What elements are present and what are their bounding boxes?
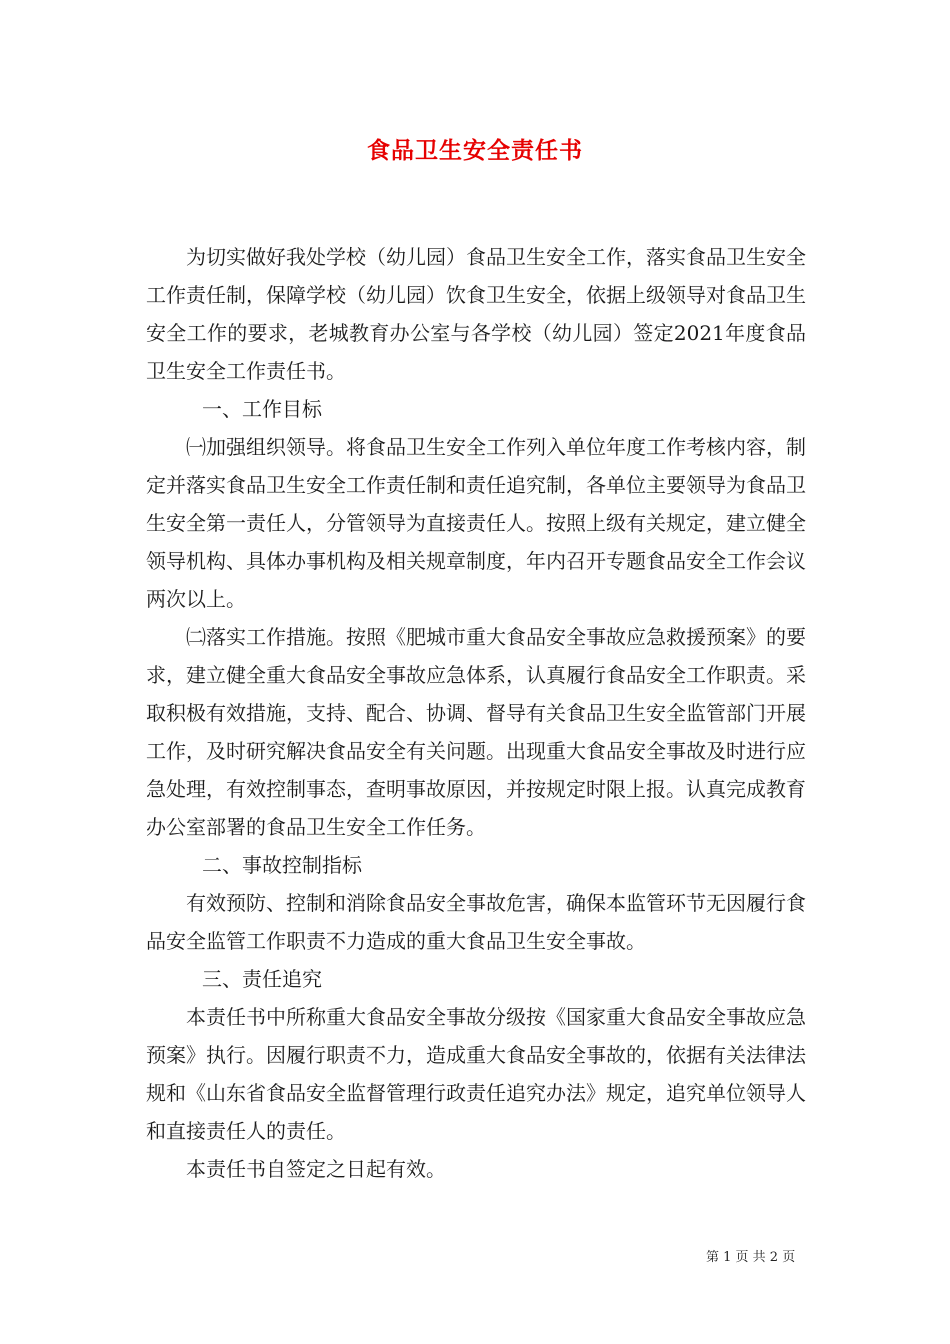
document-title: 食品卫生安全责任书 [367, 137, 583, 164]
section-heading-accident-control: 二、事故控制指标 [202, 853, 362, 877]
section-heading-work-goals: 一、工作目标 [202, 397, 322, 421]
page-number: 第 1 页 共 2 页 [706, 1250, 796, 1265]
paragraph-accountability: 本责任书中所称重大食品安全事故分级按《国家重大食品安全事故应急预案》执行。因履行职责不力，造成重大食品安全事故的，依据有关法律法规和《山东省食品安全监督管理行政责任追究办法》规定，追究单位领导人和直接责任人的责任。 [146, 1005, 806, 1143]
paragraph-organization-leadership: ㈠加强组织领导。将食品卫生安全工作列入单位年度工作考核内容，制定并落实食品卫生安全工作责任制和责任追究制，各单位主要领导为食品卫生安全第一责任人，分管领导为直接责任人。按照上级有关规定，建立健全领导机构、具体办事机构及相关规章制度，年内召开专题食品安全工作会议两次以上。 [146, 435, 806, 611]
section-heading-accountability: 三、责任追究 [202, 967, 322, 991]
paragraph-work-measures: ㈡落实工作措施。按照《肥城市重大食品安全事故应急救援预案》的要求，建立健全重大食品安全事故应急体系，认真履行食品安全工作职责。采取积极有效措施，支持、配合、协调、督导有关食品卫生安全监管部门开展工作，及时研究解决食品安全有关问题。出现重大食品安全事故及时进行应急处理，有效控制事态，查明事故原因，并按规定时限上报。认真完成教育办公室部署的食品卫生安全工作任务。 [146, 625, 806, 839]
intro-paragraph: 为切实做好我处学校（幼儿园）食品卫生安全工作，落实食品卫生安全工作责任制，保障学校（幼儿园）饮食卫生安全，依据上级领导对食品卫生安全工作的要求，老城教育办公室与各学校（幼儿园）签定2021年度食品卫生安全工作责任书。 [146, 245, 806, 383]
paragraph-effective-date: 本责任书自签定之日起有效。 [186, 1157, 446, 1181]
document-body [146, 238, 806, 1188]
paragraph-accident-control: 有效预防、控制和消除食品安全事故危害，确保本监管环节无因履行食品安全监管工作职责不力造成的重大食品卫生安全事故。 [146, 891, 806, 953]
